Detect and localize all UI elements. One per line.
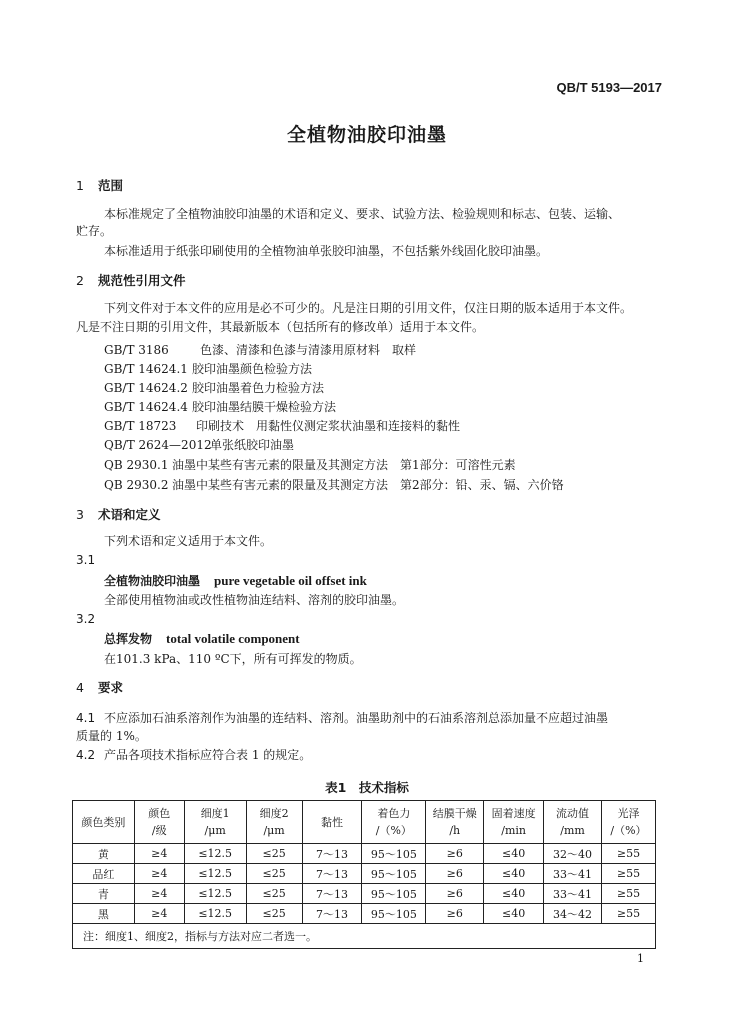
term-2-chinese: 总挥发物: [104, 632, 153, 646]
reference-code: GB/T 14624.2: [104, 381, 188, 395]
term-2-definition: 在101.3 kPa、110 ºC下，所有可挥发的物质。: [104, 652, 362, 666]
reference-title: 胶印油墨结膜干燥检验方法: [192, 400, 337, 414]
table-cell: ≤12.5: [184, 904, 246, 924]
table-note: 注：细度1、细度2，指标与方法对应二者选一。: [73, 924, 656, 949]
term-1-english: pure vegetable oil offset ink: [214, 573, 367, 588]
clause-number: 4.2: [76, 748, 96, 762]
table-cell: ≤25: [246, 844, 302, 864]
column-header: 细度2 /μm: [246, 801, 302, 844]
reference-code: QB/T 2624—2012: [104, 438, 212, 452]
page-number: 1: [637, 952, 644, 965]
section-1-para-1-line-2: 贮存。: [76, 224, 113, 238]
reference-item: [104, 436, 294, 453]
table-row: [73, 904, 656, 924]
section-number: 1: [76, 178, 84, 193]
table-cell: ≤25: [246, 864, 302, 884]
reference-title: 油墨中某些有害元素的限量及其测定方法 第1部分：可溶性元素: [172, 458, 516, 472]
reference-code: GB/T 14624.1: [104, 362, 188, 376]
term-2-number: 3.2: [76, 612, 96, 626]
table-cell: ≤12.5: [184, 844, 246, 864]
table-cell: 33～41: [544, 864, 602, 884]
reference-item: [104, 379, 324, 396]
term-1-number: 3.1: [76, 553, 96, 567]
clause-text: 不应添加石油系溶剂作为油墨的连结料、溶剂。油墨助剂中的石油系溶剂总添加量不应超过油墨: [104, 711, 609, 725]
table-cell: ≤40: [484, 884, 544, 904]
column-header: 颜色 /级: [134, 801, 184, 844]
section-number: 2: [76, 273, 84, 288]
column-header: 固着速度 /min: [484, 801, 544, 844]
table-cell: ≥55: [601, 864, 655, 884]
table-cell: 33～41: [544, 884, 602, 904]
table-cell: ≥4: [134, 844, 184, 864]
reference-title: 色漆、清漆和色漆与清漆用原材料 取样: [200, 343, 417, 357]
section-1-heading: [76, 176, 123, 194]
table-cell: ≥6: [426, 884, 484, 904]
table-cell: ≥6: [426, 844, 484, 864]
reference-title: 油墨中某些有害元素的限量及其测定方法 第2部分：铅、汞、镉、六价铬: [172, 478, 564, 492]
table-cell: ≥55: [601, 844, 655, 864]
clause-4-1-line-2: 质量的 1%。: [76, 729, 147, 743]
reference-item: [104, 417, 460, 434]
column-header: 流动值 /mm: [544, 801, 602, 844]
reference-item: [104, 398, 336, 415]
section-3-heading: [76, 505, 161, 523]
reference-item: [104, 360, 312, 377]
reference-code: QB 2930.1: [104, 458, 169, 472]
table-row: [73, 864, 656, 884]
reference-title: 印刷技术 用黏性仪测定浆状油墨和连接料的黏性: [196, 419, 461, 433]
table-cell: 7～13: [302, 844, 362, 864]
section-1-para-2: 本标准适用于纸张印刷使用的全植物油单张胶印油墨，不包括紫外线固化胶印油墨。: [104, 244, 549, 258]
table-cell: 7～13: [302, 904, 362, 924]
table-cell: 95～105: [362, 904, 426, 924]
table-cell: 品红: [73, 864, 135, 884]
reference-code: QB 2930.2: [104, 478, 169, 492]
table-cell: ≥55: [601, 884, 655, 904]
table-cell: ≥55: [601, 904, 655, 924]
reference-code: GB/T 3186: [104, 343, 169, 357]
reference-item: [104, 456, 516, 473]
section-title: 规范性引用文件: [98, 273, 186, 288]
table-cell: ≥4: [134, 864, 184, 884]
section-4-heading: [76, 678, 123, 696]
table-cell: ≥4: [134, 884, 184, 904]
column-header: 结膜干燥 /h: [426, 801, 484, 844]
table-caption: 表1 技术指标: [325, 780, 409, 795]
document-title: 全植物油胶印油墨: [286, 124, 447, 146]
table-cell: ≤40: [484, 844, 544, 864]
clause-4-1: [76, 709, 608, 727]
section-number: 4: [76, 680, 84, 695]
standard-code: QB/T 5193—2017: [556, 80, 662, 95]
section-2-intro-line-2: 凡是不注日期的引用文件，其最新版本（包括所有的修改单）适用于本文件。: [76, 320, 485, 334]
section-2-intro-line-1: 下列文件对于本文件的应用是必不可少的。凡是注日期的引用文件，仅注日期的版本适用于本文件。: [104, 301, 633, 315]
section-2-heading: [76, 271, 186, 289]
table-cell: 95～105: [362, 864, 426, 884]
table-cell: ≤12.5: [184, 884, 246, 904]
table-row: [73, 884, 656, 904]
table-cell: 7～13: [302, 884, 362, 904]
table-note-row: [73, 924, 656, 949]
section-title: 范围: [98, 178, 124, 193]
term-2-heading: [104, 630, 300, 647]
column-header: 颜色类别: [73, 801, 135, 844]
term-1-definition: 全部使用植物油或改性植物油连结料、溶剂的胶印油墨。: [104, 593, 405, 607]
table-cell: 黄: [73, 844, 135, 864]
reference-item: [104, 341, 416, 358]
table-cell: ≤12.5: [184, 864, 246, 884]
table-row: [73, 844, 656, 864]
table-cell: 黑: [73, 904, 135, 924]
table-cell: 32～40: [544, 844, 602, 864]
table-header-row: [73, 801, 656, 844]
reference-title: 胶印油墨颜色检验方法: [192, 362, 313, 376]
table-cell: 7～13: [302, 864, 362, 884]
column-header: 黏性: [302, 801, 362, 844]
table-cell: 青: [73, 884, 135, 904]
term-2-english: total volatile component: [166, 631, 300, 646]
table-cell: ≥6: [426, 904, 484, 924]
reference-item: [104, 476, 564, 493]
column-header: 光泽 /（%）: [601, 801, 655, 844]
table-cell: 95～105: [362, 844, 426, 864]
column-header: 着色力 /（%）: [362, 801, 426, 844]
section-title: 术语和定义: [98, 507, 161, 522]
reference-code: GB/T 14624.4: [104, 400, 188, 414]
table-cell: ≥6: [426, 864, 484, 884]
reference-title: 单张纸胶印油墨: [210, 438, 295, 452]
term-1-heading: [104, 572, 367, 589]
table-cell: ≤40: [484, 904, 544, 924]
reference-title: 胶印油墨着色力检验方法: [192, 381, 325, 395]
clause-text: 产品各项技术指标应符合表 1 的规定。: [104, 748, 312, 762]
column-header: 细度1 /μm: [184, 801, 246, 844]
reference-code: GB/T 18723: [104, 419, 177, 433]
table-cell: 95～105: [362, 884, 426, 904]
table-cell: ≥4: [134, 904, 184, 924]
term-1-chinese: 全植物油胶印油墨: [104, 574, 201, 588]
section-3-intro: 下列术语和定义适用于本文件。: [104, 534, 273, 548]
table-cell: ≤25: [246, 884, 302, 904]
table-cell: ≤25: [246, 904, 302, 924]
clause-4-2: [76, 746, 311, 764]
section-title: 要求: [98, 680, 124, 695]
table-cell: ≤40: [484, 864, 544, 884]
section-number: 3: [76, 507, 84, 522]
section-1-para-1-line-1: 本标准规定了全植物油胶印油墨的术语和定义、要求、试验方法、检验规则和标志、包装、运输、: [104, 207, 621, 221]
technical-indicators-table: [72, 800, 656, 949]
clause-number: 4.1: [76, 711, 96, 725]
table-cell: 34～42: [544, 904, 602, 924]
